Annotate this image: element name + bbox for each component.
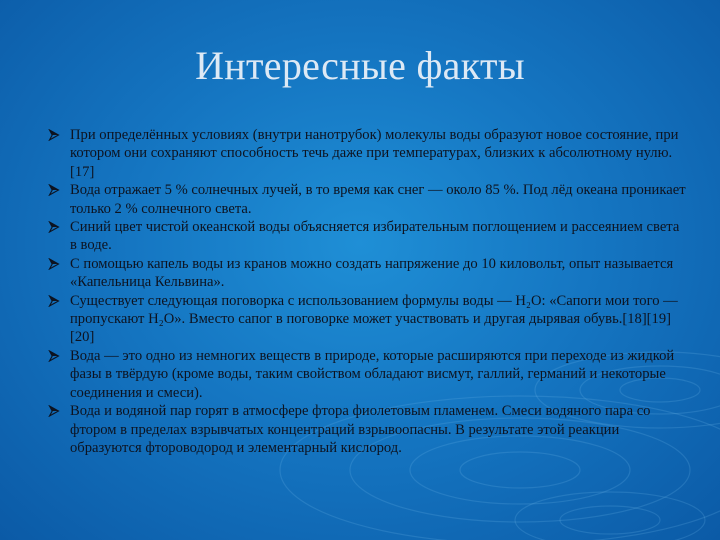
arrowhead-bullet-icon [48, 295, 60, 307]
fact-text: Вода и водяной пар горят в атмосфере фтора фиолетовым пламенем. Смеси водяного пара со фтором в пределах взрывчатых концентраций взрывоопасны. В результате этой реакции образуются фтороводород и элементарный кислород. [70, 403, 651, 456]
list-item [48, 181, 688, 218]
fact-text: Существует следующая поговорка с использованием формулы воды — Н₂О: «Сапоги мои того — пропускают Н₂О». Вместо сапог в поговорке может участвовать и другая дырявая обувь.[18][19][20] [70, 292, 678, 346]
slide-title: Интересные факты [195, 43, 525, 88]
fact-text: Вода отражает 5 % солнечных лучей, в то время как снег — около 85 %. Под лёд океана проникает только 2 % солнечного света. [70, 182, 686, 217]
fact-text: С помощью капель воды из кранов можно создать напряжение до 10 киловольт, опыт называется «Капельница Кельвина». [70, 255, 674, 291]
arrowhead-bullet-icon [48, 258, 60, 270]
arrowhead-bullet-icon [48, 129, 60, 141]
arrowhead-bullet-icon [48, 221, 60, 233]
arrowhead-bullet-icon [48, 405, 60, 417]
list-item [48, 402, 688, 457]
list-item [48, 218, 688, 255]
list-item [48, 255, 688, 292]
facts-list [48, 126, 688, 457]
fact-text: Вода — это одно из немногих веществ в природе, которые расширяются при переходе из жидкой фазы в твёрдую (кроме воды, таким свойством обладают висмут, галлий, германий и некоторые соединения и смеси). [70, 347, 675, 401]
fact-text: Синий цвет чистой океанской воды объясняется избирательным поглощением и рассеянием света в воде. [70, 219, 680, 254]
arrowhead-bullet-icon [48, 184, 60, 196]
list-item [48, 292, 688, 347]
arrowhead-bullet-icon [48, 350, 60, 362]
list-item [48, 347, 688, 402]
fact-text: При определённых условиях (внутри нанотрубок) молекулы воды образуют новое состояние, при котором они сохраняют способность течь даже при температурах, близких к абсолютному нулю.[17] [70, 127, 679, 180]
list-item [48, 126, 688, 181]
